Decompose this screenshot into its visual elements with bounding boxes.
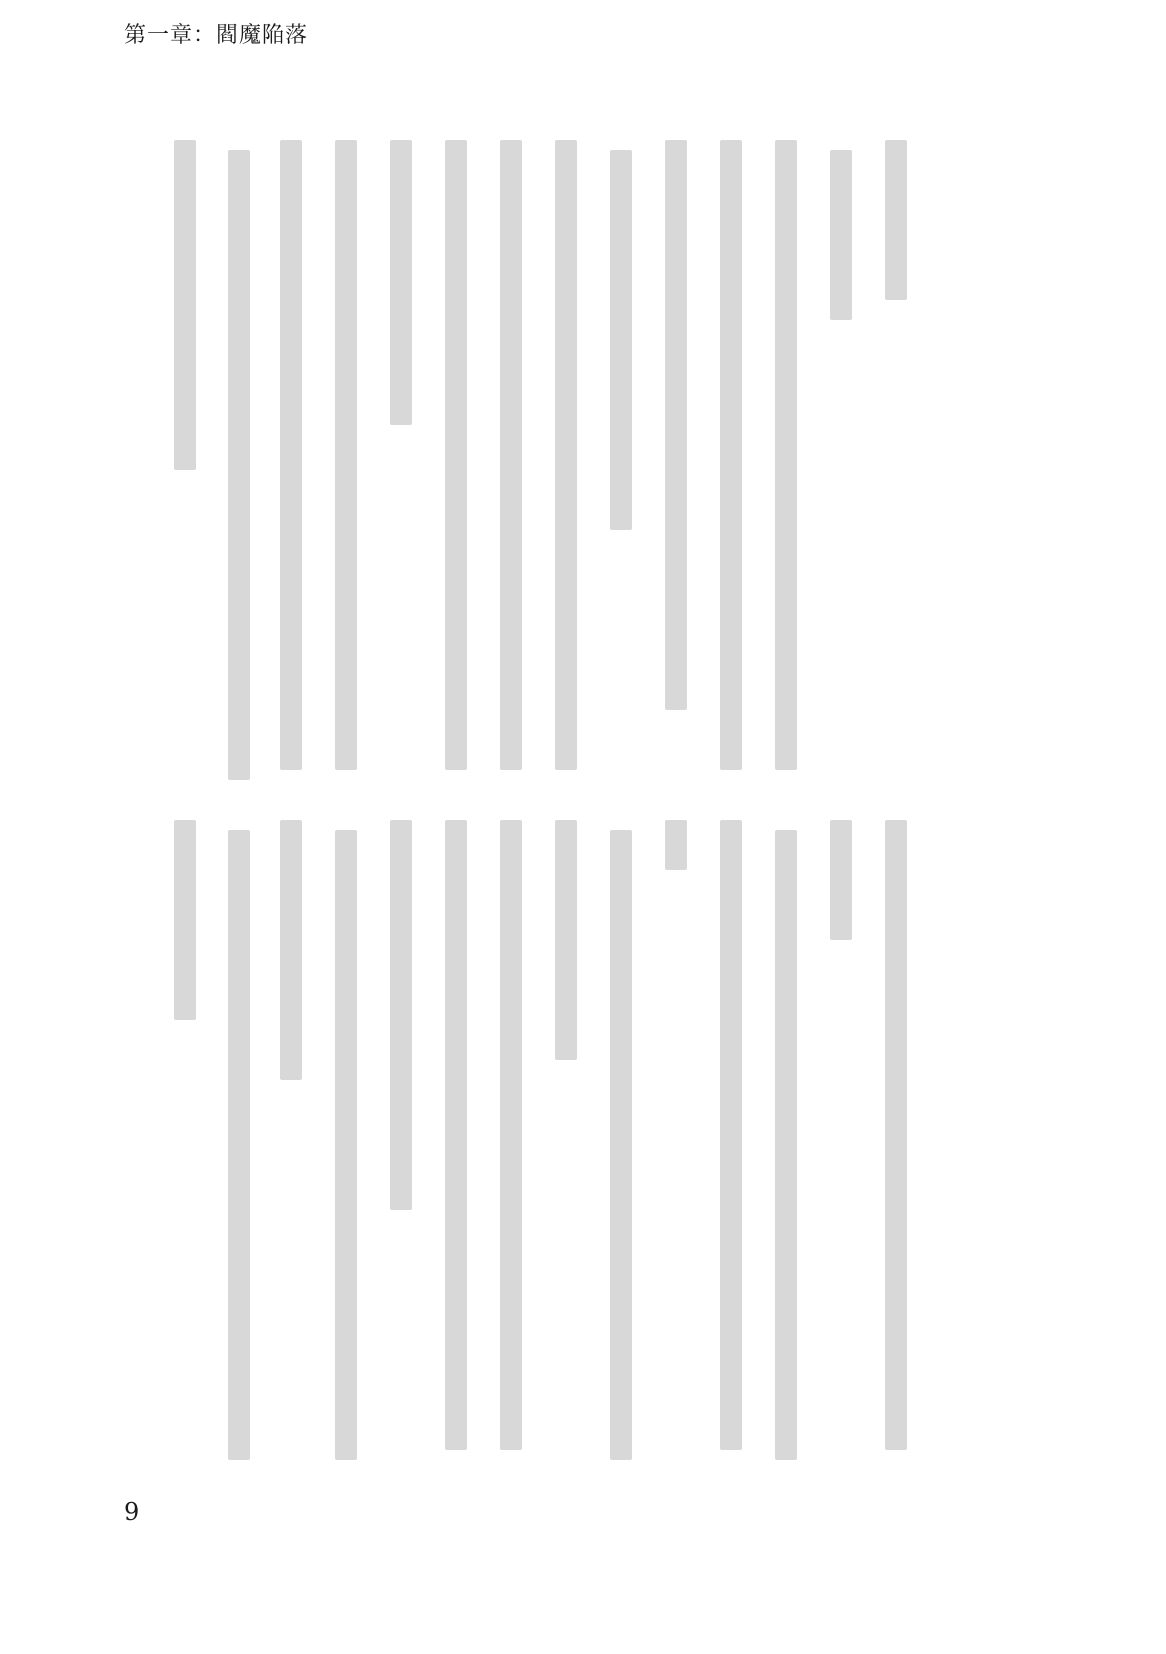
redacted-text-column bbox=[445, 820, 467, 1450]
redacted-text-column bbox=[228, 150, 250, 780]
redacted-text-column bbox=[885, 140, 907, 300]
redacted-text-column bbox=[555, 820, 577, 1060]
redacted-text-column bbox=[720, 820, 742, 1450]
redacted-text-column bbox=[885, 820, 907, 1450]
redacted-text-column bbox=[665, 820, 687, 870]
redacted-text-column bbox=[830, 150, 852, 320]
running-head: 第一章：閻魔陥落 bbox=[124, 23, 309, 48]
redacted-text-column bbox=[335, 830, 357, 1460]
redacted-text-column bbox=[174, 140, 196, 470]
redacted-text-column bbox=[500, 140, 522, 770]
redacted-text-column bbox=[174, 820, 196, 1020]
redacted-text-column bbox=[500, 820, 522, 1450]
redacted-text-column bbox=[390, 820, 412, 1210]
redacted-text-column bbox=[228, 830, 250, 1460]
redacted-text-column bbox=[335, 140, 357, 770]
redacted-text-column bbox=[775, 830, 797, 1460]
redacted-text-column bbox=[775, 140, 797, 770]
redacted-text-column bbox=[445, 140, 467, 770]
redacted-text-column bbox=[280, 140, 302, 770]
redacted-text-column bbox=[830, 820, 852, 940]
page-number: 9 bbox=[124, 1498, 140, 1526]
redacted-text-column bbox=[610, 830, 632, 1460]
redacted-text-column bbox=[665, 140, 687, 710]
redacted-text-column bbox=[555, 140, 577, 770]
redacted-text-column bbox=[390, 140, 412, 425]
redacted-text-column bbox=[280, 820, 302, 1080]
redacted-text-column bbox=[610, 150, 632, 530]
redacted-text-column bbox=[720, 140, 742, 770]
